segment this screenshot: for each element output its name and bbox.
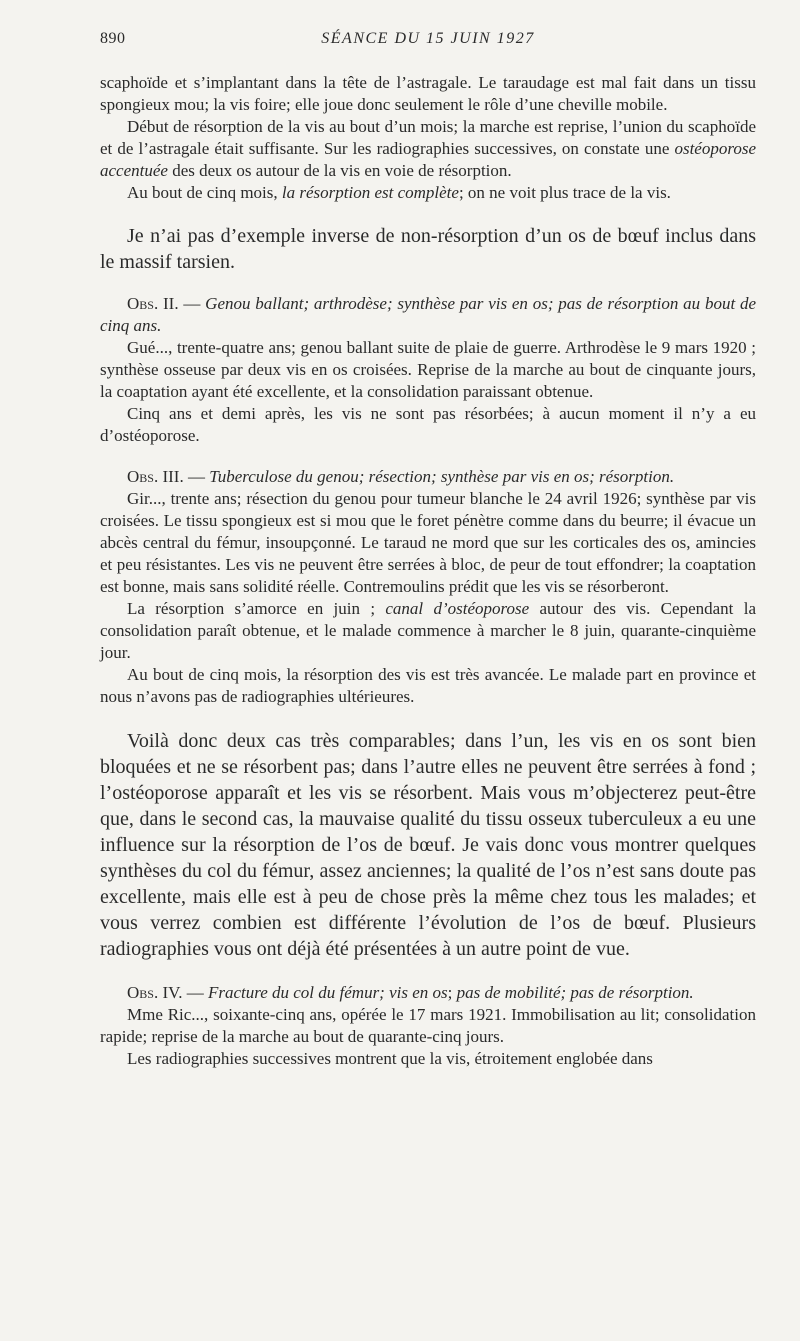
emphasis: la résorption est complète <box>281 183 459 202</box>
emphasis: canal d’ostéoporose <box>385 599 530 618</box>
page-number: 890 <box>100 30 126 47</box>
paragraph: Au bout de cinq mois, la résorption est complète; on ne voit plus trace de la vis. <box>127 183 671 202</box>
observation-heading: Obs. II. — Genou ballant; arthrodèse; synthèse par vis en os; pas de résorption au bout de cinq ans. <box>100 294 757 335</box>
paragraph: La résorption s’amorce en juin ; canal d’ostéoporose autour des vis. Cependant la consolidation paraît obtenue, et le malade commence à marcher le 8 juin, quarante-cinquième jour. <box>100 599 756 662</box>
observation-label: Obs. IV. <box>127 983 183 1002</box>
page-body <box>100 72 756 1070</box>
paragraph: Au bout de cinq mois, la résorption des vis est très avancée. Le malade part en province et nous n’avons pas de radiographies ultérieures. <box>100 665 756 706</box>
running-header <box>100 30 756 52</box>
paragraph: Je n’ai pas d’exemple inverse de non-résorption d’un os de bœuf inclus dans le massif tarsien. <box>100 225 756 273</box>
paragraph: Cinq ans et demi après, les vis ne sont pas résorbées; à aucun moment il n’y a eu d’ostéoporose. <box>100 404 756 445</box>
observation-heading: Obs. III. — Tuberculose du genou; résection; synthèse par vis en os; résorption. <box>127 467 675 486</box>
paragraph: Gué..., trente-quatre ans; genou ballant suite de plaie de guerre. Arthrodèse le 9 mars 1920 ; synthèse osseuse par deux vis en os croisées. Reprise de la marche au bout de cinquante jours, la coaptation ayant été excellente, et la consolidation paraissant obtenue. <box>100 338 756 401</box>
paragraph: Mme Ric..., soixante-cinq ans, opérée le 17 mars 1921. Immobilisation au lit; consolidation rapide; reprise de la marche au bout de quarante-cinq jours. <box>100 1005 756 1046</box>
paragraph: Les radiographies successives montrent que la vis, étroitement englobée dans <box>127 1049 653 1068</box>
paragraph: Début de résorption de la vis au bout d’un mois; la marche est reprise, l’union du scaphoïde et de l’astragale était suffisante. Sur les radiographies successives, on constate une ostéoporose accentuée des deux os autour de la vis en voie de résorption. <box>100 117 756 180</box>
paragraph: scaphoïde et s’implantant dans la tête de l’astragale. Le taraudage est mal fait dans un tissu spongieux mou; la vis foire; elle joue donc seulement le rôle d’une cheville mobile. <box>100 73 756 114</box>
observation-label: Obs. III. <box>127 467 184 486</box>
observation-label: Obs. II. <box>127 294 179 313</box>
emphasis: ostéoporose accentuée <box>100 139 756 180</box>
observation-heading: Obs. IV. — Fracture du col du fémur; vis en os; pas de mobilité; pas de résorption. <box>127 983 694 1002</box>
paragraph: Voilà donc deux cas très comparables; dans l’un, les vis en os sont bien bloquées et ne se résorbent pas; dans l’autre elles ne peuvent être serrées à fond ; l’ostéoporose apparaît et les vis se résorbent. Mais vous m’objecterez peut-être que, dans le second cas, la mauvaise qualité du tissu osseux tuberculeux a eu une influence sur la résorption de l’os de bœuf. Je vais donc vous montrer quelques synthèses du col du fémur, assez anciennes; la qualité de l’os n’est sans doute pas excellente, mais elle est à peu de chose près la même chez tous les malades; et vous verrez combien est différente l’évolution de l’os de bœuf. Plusieurs radiographies vous ont déjà été présentées à un autre point de vue. <box>100 730 756 960</box>
paragraph: Gir..., trente ans; résection du genou pour tumeur blanche le 24 avril 1926; synthèse par vis croisées. Le tissu spongieux est si mou que le foret pénètre comme dans du beurre; il évacue un abcès central du fémur, insoupçonné. Le taraud ne mord que sur les corticales des os, amincies et peu résistantes. Les vis ne peuvent être serrées à bloc, de peur de tout effondrer; la coaptation est bonne, mais sans solidité réelle. Contremoulins prédit que les vis se résorberont. <box>100 489 756 596</box>
running-title: SÉANCE DU 15 JUIN 1927 <box>321 30 535 47</box>
